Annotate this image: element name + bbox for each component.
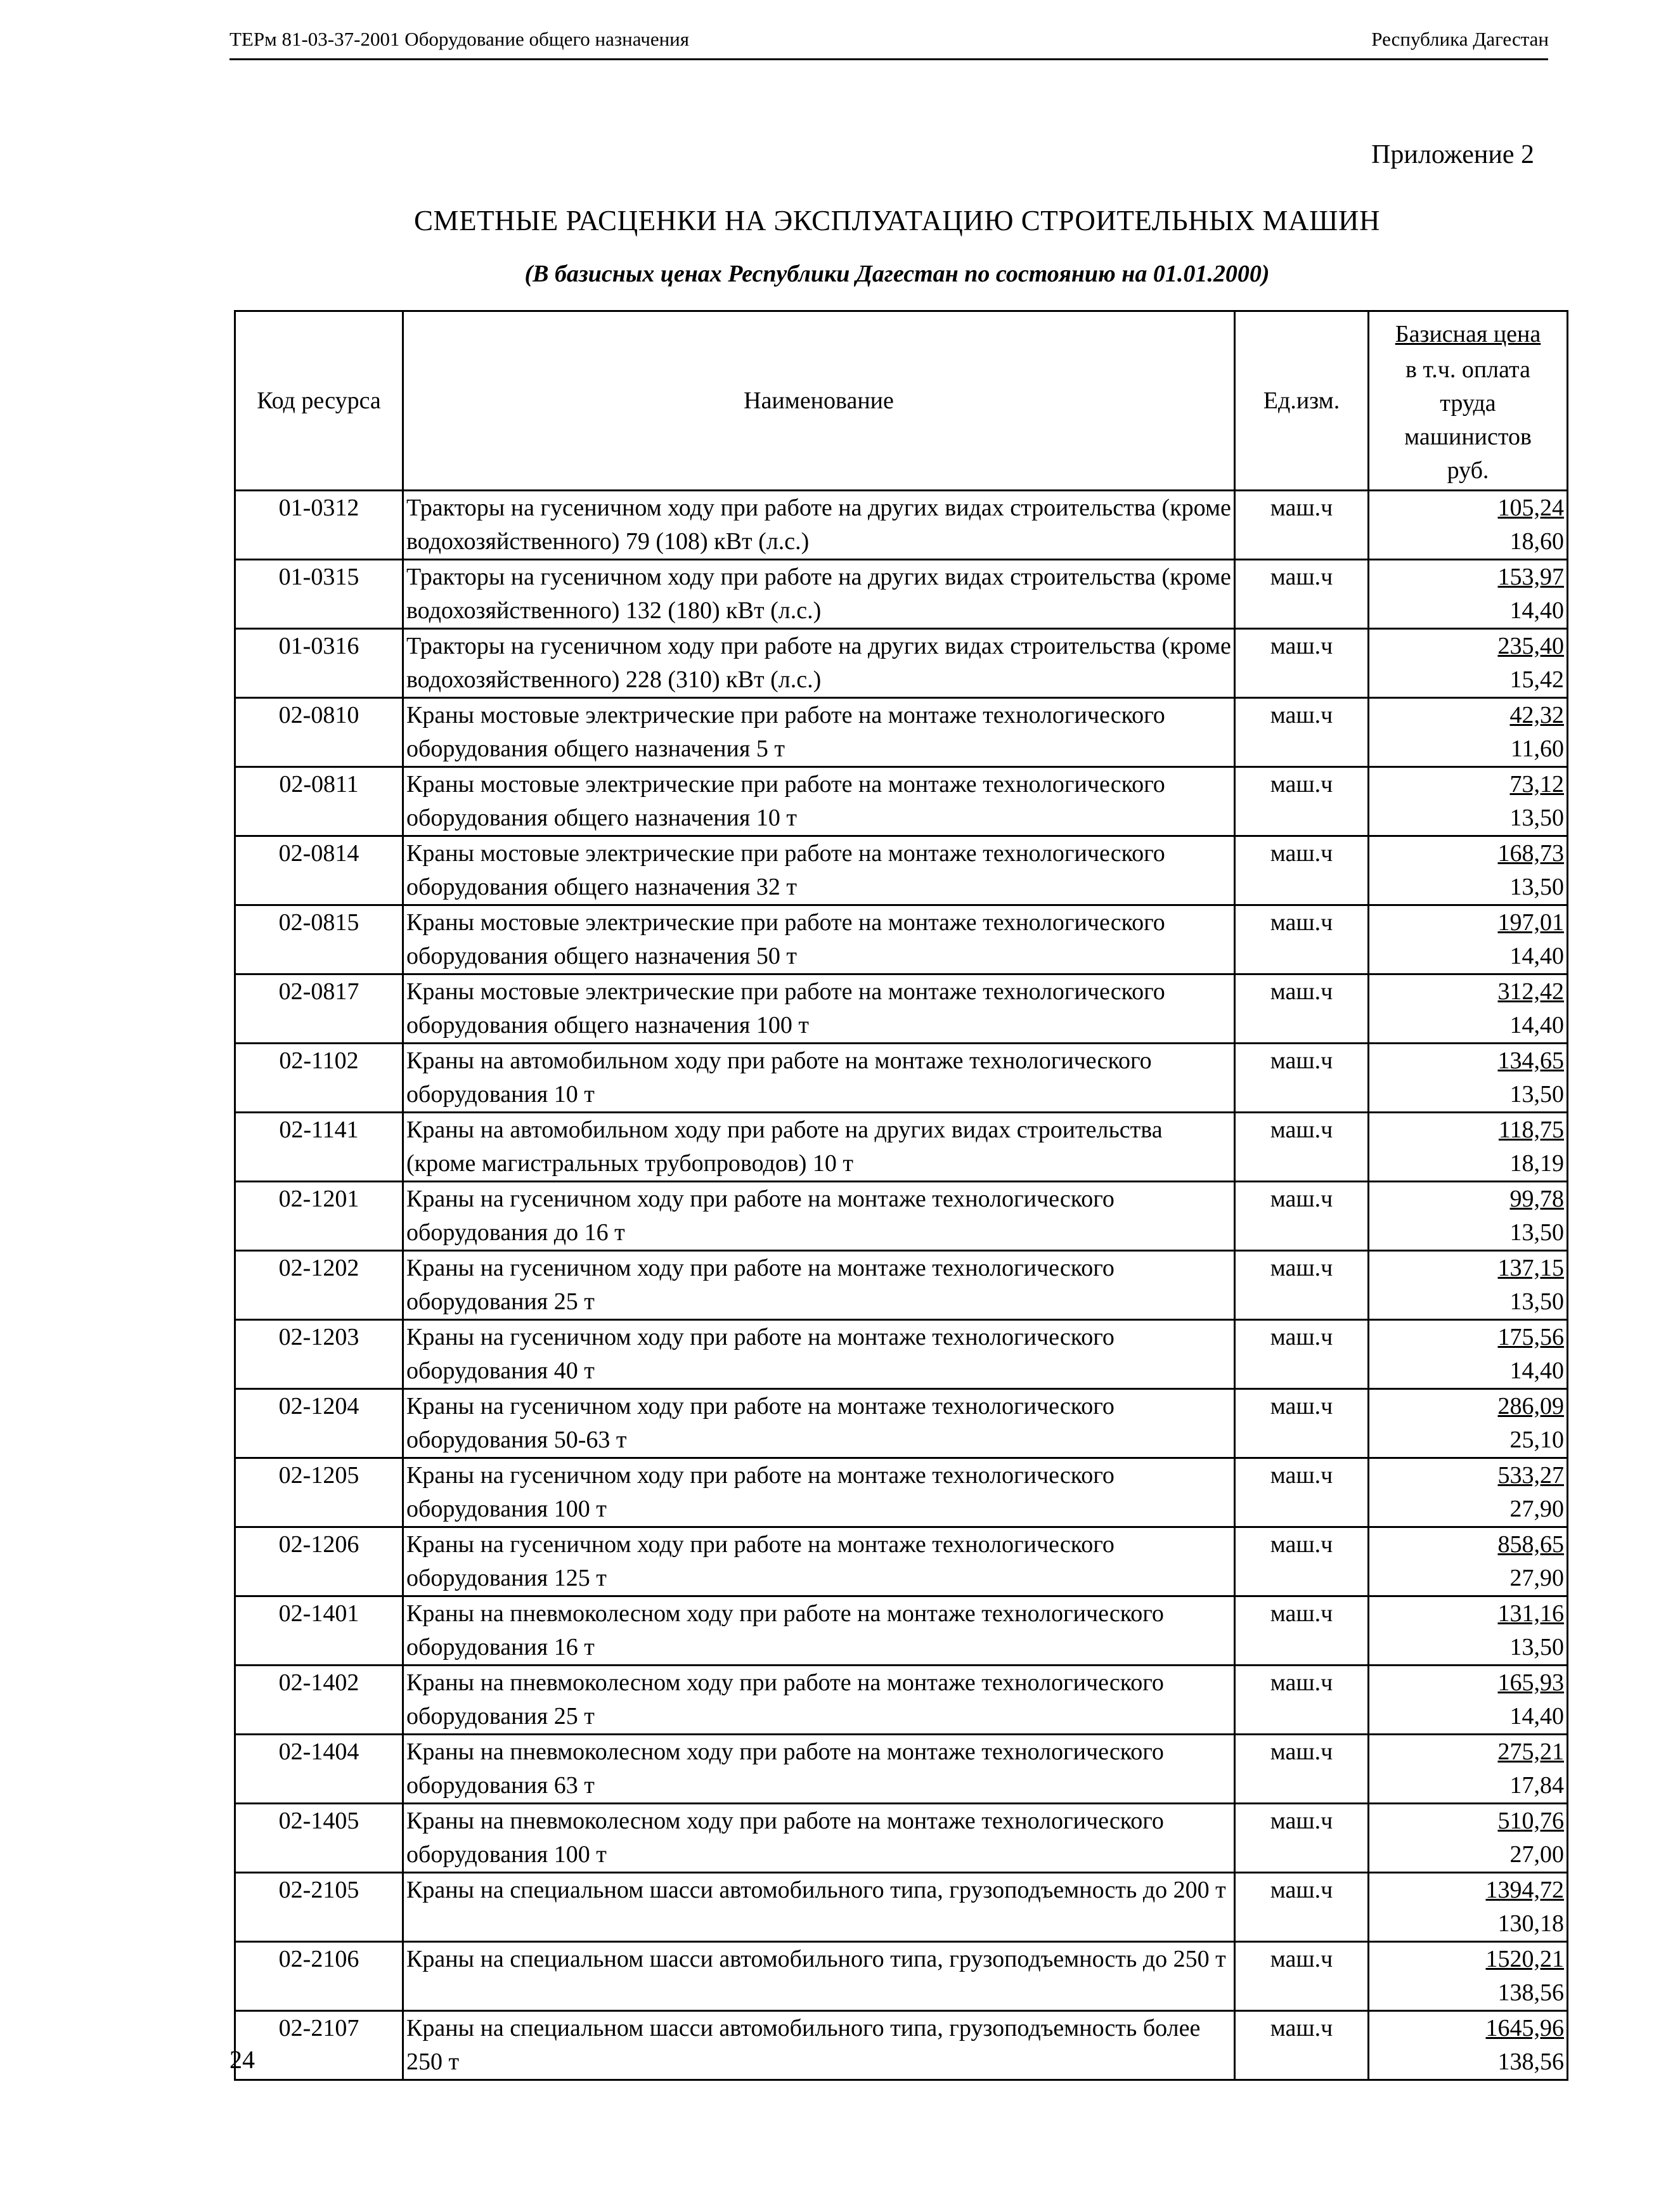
resource-name: Краны на гусеничном ходу при работе на монтаже технологического оборудования 125 т [403, 1527, 1235, 1596]
unit-of-measure: маш.ч [1235, 1804, 1369, 1873]
header-name: Наименование [403, 311, 1235, 491]
table-row [235, 698, 1568, 767]
base-price: 1520,21 [1485, 1946, 1564, 1972]
unit-of-measure: маш.ч [1235, 560, 1369, 629]
resource-code: 02-2107 [235, 2011, 403, 2080]
operator-wage: 138,56 [1497, 2048, 1564, 2075]
resource-code: 02-0817 [235, 974, 403, 1044]
resource-name: Краны на специальном шасси автомобильного типа, грузоподъемность до 200 т [403, 1873, 1235, 1942]
resource-code: 02-1405 [235, 1804, 403, 1873]
base-price: 858,65 [1497, 1531, 1564, 1558]
operator-wage: 138,56 [1497, 1979, 1564, 2006]
table-row [235, 1251, 1568, 1320]
price-cell [1369, 1596, 1568, 1666]
resource-code: 01-0312 [235, 491, 403, 560]
unit-of-measure: маш.ч [1235, 1666, 1369, 1735]
resource-name: Краны на специальном шасси автомобильного типа, грузоподъемность более 250 т [403, 2011, 1235, 2080]
resource-name: Краны на гусеничном ходу при работе на монтаже технологического оборудования 100 т [403, 1458, 1235, 1527]
price-cell [1369, 1666, 1568, 1735]
table-row [235, 1389, 1568, 1458]
header-divider [229, 58, 1548, 60]
resource-name: Тракторы на гусеничном ходу при работе на других видах строительства (кроме водохозяйственного) 79 (108) кВт (л.с.) [403, 491, 1235, 560]
table-row [235, 1113, 1568, 1182]
resource-name: Краны на специальном шасси автомобильного типа, грузоподъемность до 250 т [403, 1942, 1235, 2011]
base-price: 197,01 [1497, 909, 1564, 936]
unit-of-measure: маш.ч [1235, 1458, 1369, 1527]
price-cell [1369, 767, 1568, 836]
resource-name: Краны на гусеничном ходу при работе на монтаже технологического оборудования 50-63 т [403, 1389, 1235, 1458]
unit-of-measure: маш.ч [1235, 905, 1369, 974]
price-cell [1369, 1458, 1568, 1527]
base-price: 312,42 [1497, 978, 1564, 1005]
resource-code: 02-1402 [235, 1666, 403, 1735]
resource-name: Краны мостовые электрические при работе на монтаже технологического оборудования общего назначения 100 т [403, 974, 1235, 1044]
table-row [235, 1527, 1568, 1596]
operator-wage: 15,42 [1509, 666, 1564, 693]
price-cell [1369, 905, 1568, 974]
base-price: 1394,72 [1485, 1877, 1564, 1903]
resource-name: Краны на автомобильном ходу при работе на монтаже технологического оборудования 10 т [403, 1044, 1235, 1113]
operator-wage: 14,40 [1509, 1703, 1564, 1730]
table-header-row [235, 311, 1568, 491]
resource-code: 02-1401 [235, 1596, 403, 1666]
table-row [235, 1735, 1568, 1804]
operator-wage: 11,60 [1510, 735, 1564, 762]
header-price-sub2: труда [1440, 390, 1496, 417]
base-price: 137,15 [1497, 1255, 1564, 1281]
header-price-sub3: машинистов [1404, 424, 1532, 450]
resource-code: 02-1202 [235, 1251, 403, 1320]
price-cell [1369, 1044, 1568, 1113]
price-cell [1369, 629, 1568, 698]
table-row [235, 836, 1568, 905]
price-cell [1369, 974, 1568, 1044]
operator-wage: 17,84 [1509, 1772, 1564, 1799]
unit-of-measure: маш.ч [1235, 1527, 1369, 1596]
resource-name: Краны мостовые электрические при работе на монтаже технологического оборудования общего назначения 10 т [403, 767, 1235, 836]
table-row [235, 1666, 1568, 1735]
resource-name: Краны на пневмоколесном ходу при работе на монтаже технологического оборудования 25 т [403, 1666, 1235, 1735]
document-code: ТЕРм 81-03-37-2001 Оборудование общего назначения [229, 28, 690, 50]
table-row [235, 1942, 1568, 2011]
operator-wage: 13,50 [1509, 1219, 1564, 1246]
rates-table [234, 310, 1568, 2081]
table-row [235, 1804, 1568, 1873]
resource-name: Краны мостовые электрические при работе на монтаже технологического оборудования общего назначения 5 т [403, 698, 1235, 767]
price-cell [1369, 1113, 1568, 1182]
resource-code: 02-0810 [235, 698, 403, 767]
base-price: 118,75 [1498, 1116, 1564, 1143]
region-name: Республика Дагестан [1371, 28, 1549, 50]
operator-wage: 14,40 [1509, 1012, 1564, 1039]
operator-wage: 13,50 [1509, 1288, 1564, 1315]
table-row [235, 1458, 1568, 1527]
base-price: 131,16 [1497, 1600, 1564, 1627]
unit-of-measure: маш.ч [1235, 1873, 1369, 1942]
table-row [235, 974, 1568, 1044]
resource-code: 02-2105 [235, 1873, 403, 1942]
resource-code: 02-1205 [235, 1458, 403, 1527]
unit-of-measure: маш.ч [1235, 1596, 1369, 1666]
price-cell [1369, 836, 1568, 905]
table-row [235, 1182, 1568, 1251]
base-price: 42,32 [1509, 702, 1564, 728]
operator-wage: 13,50 [1509, 874, 1564, 900]
operator-wage: 18,60 [1509, 528, 1564, 555]
resource-code: 02-0811 [235, 767, 403, 836]
unit-of-measure: маш.ч [1235, 767, 1369, 836]
table-row [235, 491, 1568, 560]
header-price-sub4: руб. [1447, 457, 1489, 484]
operator-wage: 13,50 [1509, 1634, 1564, 1660]
resource-name: Тракторы на гусеничном ходу при работе на других видах строительства (кроме водохозяйственного) 132 (180) кВт (л.с.) [403, 560, 1235, 629]
resource-name: Краны на пневмоколесном ходу при работе на монтаже технологического оборудования 63 т [403, 1735, 1235, 1804]
unit-of-measure: маш.ч [1235, 1320, 1369, 1389]
resource-code: 02-1203 [235, 1320, 403, 1389]
resource-code: 02-0815 [235, 905, 403, 974]
operator-wage: 27,90 [1509, 1496, 1564, 1522]
base-price: 165,93 [1497, 1669, 1564, 1696]
price-cell [1369, 698, 1568, 767]
unit-of-measure: маш.ч [1235, 2011, 1369, 2080]
header-price-sub1: в т.ч. оплата [1405, 356, 1530, 383]
base-price: 153,97 [1497, 564, 1564, 590]
unit-of-measure: маш.ч [1235, 698, 1369, 767]
operator-wage: 14,40 [1509, 1357, 1564, 1384]
table-row [235, 1320, 1568, 1389]
resource-code: 02-1201 [235, 1182, 403, 1251]
unit-of-measure: маш.ч [1235, 1182, 1369, 1251]
table-row [235, 1596, 1568, 1666]
resource-code: 01-0315 [235, 560, 403, 629]
page-number: 24 [229, 2045, 255, 2074]
page-title: СМЕТНЫЕ РАСЦЕНКИ НА ЭКСПЛУАТАЦИЮ СТРОИТЕЛЬНЫХ МАШИН [414, 205, 1380, 236]
base-price: 533,27 [1497, 1462, 1564, 1489]
operator-wage: 18,19 [1509, 1150, 1564, 1177]
operator-wage: 130,18 [1497, 1910, 1564, 1937]
unit-of-measure: маш.ч [1235, 1251, 1369, 1320]
table-row [235, 629, 1568, 698]
table-row [235, 767, 1568, 836]
price-cell [1369, 1804, 1568, 1873]
resource-name: Тракторы на гусеничном ходу при работе на других видах строительства (кроме водохозяйственного) 228 (310) кВт (л.с.) [403, 629, 1235, 698]
unit-of-measure: маш.ч [1235, 1044, 1369, 1113]
price-cell [1369, 2011, 1568, 2080]
unit-of-measure: маш.ч [1235, 974, 1369, 1044]
base-price: 510,76 [1497, 1808, 1564, 1834]
resource-name: Краны на гусеничном ходу при работе на монтаже технологического оборудования 25 т [403, 1251, 1235, 1320]
price-cell [1369, 491, 1568, 560]
resource-code: 01-0316 [235, 629, 403, 698]
unit-of-measure: маш.ч [1235, 836, 1369, 905]
price-cell [1369, 1251, 1568, 1320]
operator-wage: 14,40 [1509, 943, 1564, 969]
resource-code: 02-1204 [235, 1389, 403, 1458]
base-price: 1645,96 [1485, 2015, 1564, 2041]
resource-code: 02-1404 [235, 1735, 403, 1804]
resource-code: 02-2106 [235, 1942, 403, 2011]
table-row [235, 1873, 1568, 1942]
resource-code: 02-1206 [235, 1527, 403, 1596]
resource-code: 02-1102 [235, 1044, 403, 1113]
table-row [235, 905, 1568, 974]
unit-of-measure: маш.ч [1235, 491, 1369, 560]
resource-name: Краны на гусеничном ходу при работе на монтаже технологического оборудования до 16 т [403, 1182, 1235, 1251]
operator-wage: 13,50 [1509, 1081, 1564, 1108]
unit-of-measure: маш.ч [1235, 1389, 1369, 1458]
resource-name: Краны мостовые электрические при работе на монтаже технологического оборудования общего назначения 50 т [403, 905, 1235, 974]
table-row [235, 2011, 1568, 2080]
price-cell [1369, 1873, 1568, 1942]
unit-of-measure: маш.ч [1235, 1113, 1369, 1182]
unit-of-measure: маш.ч [1235, 1942, 1369, 2011]
header-code: Код ресурса [235, 311, 403, 491]
operator-wage: 25,10 [1509, 1427, 1564, 1453]
operator-wage: 27,00 [1509, 1841, 1564, 1868]
base-price: 105,24 [1497, 495, 1564, 521]
base-price: 286,09 [1497, 1393, 1564, 1420]
operator-wage: 14,40 [1509, 597, 1564, 624]
base-price: 134,65 [1497, 1047, 1564, 1074]
resource-name: Краны мостовые электрические при работе на монтаже технологического оборудования общего назначения 32 т [403, 836, 1235, 905]
price-cell [1369, 1735, 1568, 1804]
operator-wage: 27,90 [1509, 1565, 1564, 1591]
resource-code: 02-1141 [235, 1113, 403, 1182]
rates-table-body [235, 491, 1568, 2080]
table-row [235, 1044, 1568, 1113]
unit-of-measure: маш.ч [1235, 629, 1369, 698]
price-cell [1369, 1527, 1568, 1596]
base-price: 275,21 [1497, 1738, 1564, 1765]
table-row [235, 560, 1568, 629]
price-cell [1369, 1942, 1568, 2011]
base-price: 168,73 [1497, 840, 1564, 867]
header-price [1369, 311, 1568, 491]
header-base-price: Базисная цена [1395, 321, 1541, 347]
base-price: 235,40 [1497, 633, 1564, 659]
price-cell [1369, 1389, 1568, 1458]
appendix-label: Приложение 2 [1371, 140, 1534, 169]
base-price: 73,12 [1509, 771, 1564, 798]
unit-of-measure: маш.ч [1235, 1735, 1369, 1804]
price-cell [1369, 1182, 1568, 1251]
base-price: 99,78 [1509, 1186, 1564, 1212]
resource-name: Краны на автомобильном ходу при работе на других видах строительства (кроме магистральных трубопроводов) 10 т [403, 1113, 1235, 1182]
price-cell [1369, 560, 1568, 629]
page-subtitle: (В базисных ценах Республики Дагестан по состоянию на 01.01.2000) [524, 261, 1270, 287]
header-unit: Ед.изм. [1235, 311, 1369, 491]
resource-name: Краны на пневмоколесном ходу при работе на монтаже технологического оборудования 100 т [403, 1804, 1235, 1873]
operator-wage: 13,50 [1509, 805, 1564, 831]
resource-name: Краны на пневмоколесном ходу при работе на монтаже технологического оборудования 16 т [403, 1596, 1235, 1666]
resource-name: Краны на гусеничном ходу при работе на монтаже технологического оборудования 40 т [403, 1320, 1235, 1389]
base-price: 175,56 [1497, 1324, 1564, 1350]
price-cell [1369, 1320, 1568, 1389]
resource-code: 02-0814 [235, 836, 403, 905]
